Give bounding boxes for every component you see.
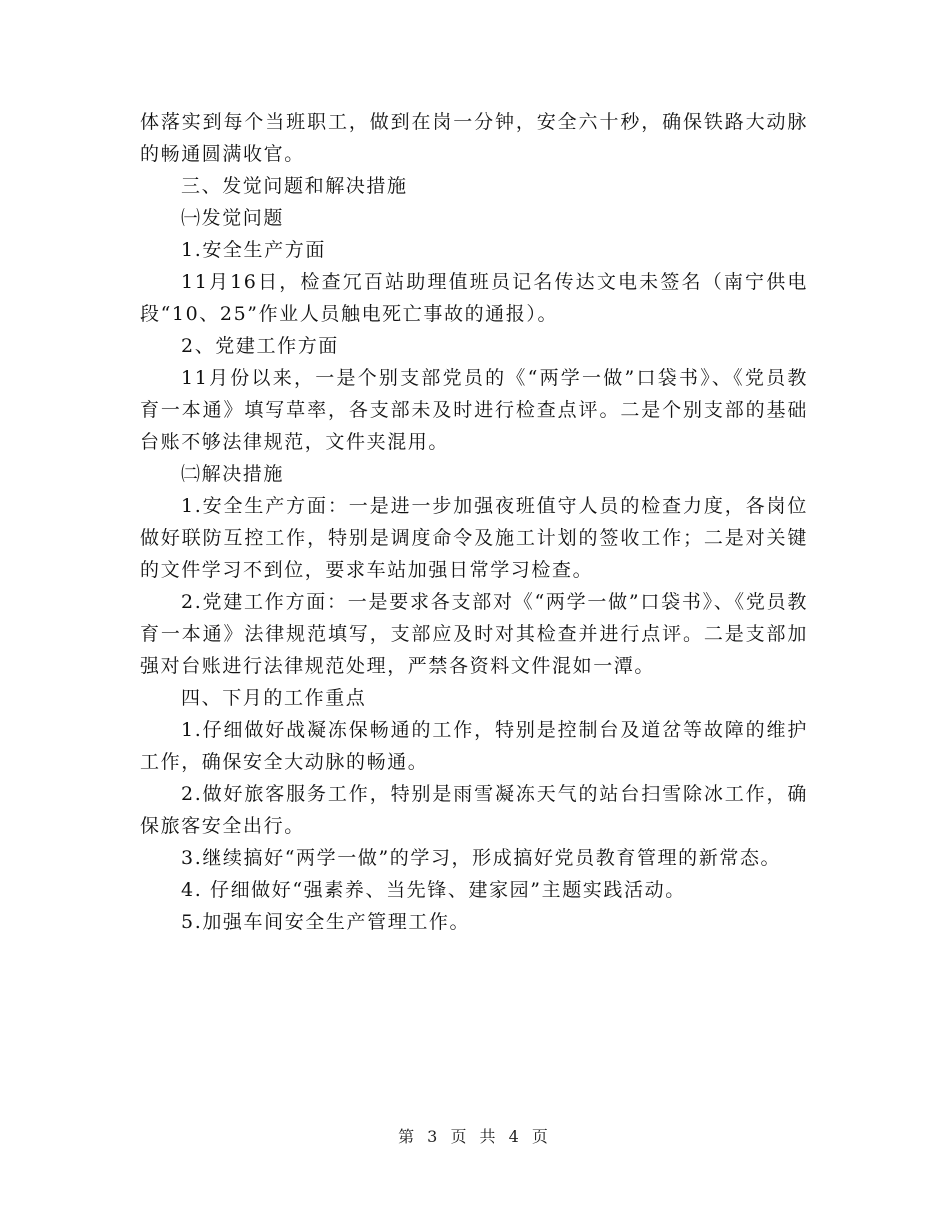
- focus-item-5: 5.加强车间安全生产管理工作。: [181, 911, 471, 933]
- focus-item-3: 3.继续搞好“两学一做”的学习，形成搞好党员教育管理的新常态。: [181, 847, 782, 869]
- paragraph-solution-party-building: 2.党建工作方面：一是要求各支部对《“两学一做”口袋书》、《党员教育一本通》法律规范填写，支部应及时对其检查并进行点评。二是支部加强对台账进行法律规范处理，严禁各资料文件混如一潭。: [140, 591, 808, 677]
- focus-item-4: 4. 仔细做好“强素养、当先锋、建家园”主题实践活动。: [181, 879, 686, 901]
- paragraph-continuation: 体落实到每个当班职工，做到在岗一分钟，安全六十秒，确保铁路大动脉的畅通圆满收官。: [140, 111, 808, 165]
- focus-item-2: 2.做好旅客服务工作，特别是雨雪凝冻天气的站台扫雪除冰工作，确保旅客安全出行。: [140, 783, 808, 837]
- section-heading-problems-and-measures: 三、发觉问题和解决措施: [181, 175, 408, 197]
- section-heading-next-month-focus: 四、下月的工作重点: [181, 687, 367, 709]
- paragraph-solution-safety: 1.安全生产方面：一是进一步加强夜班值守人员的检查力度，各岗位做好联防互控工作，特别是调度命令及施工计划的签收工作；二是对关键的文件学习不到位，要求车站加强日常学习检查。: [140, 495, 808, 581]
- page-number-footer: 第 3 页 共 4 页: [398, 1127, 552, 1146]
- item-heading-party-building: 2、党建工作方面: [181, 335, 339, 357]
- document-body: [140, 106, 808, 938]
- subheading-solutions: ㈡解决措施: [181, 463, 285, 485]
- subheading-problems-found: ㈠发觉问题: [181, 207, 285, 229]
- paragraph-party-building-issue: 11月份以来，一是个别支部党员的《“两学一做”口袋书》、《党员教育一本通》填写草率，各支部未及时进行检查点评。二是个别支部的基础台账不够法律规范，文件夹混用。: [140, 367, 808, 453]
- item-heading-safety-production: 1.安全生产方面: [181, 239, 326, 261]
- focus-item-1: 1.仔细做好战凝冻保畅通的工作，特别是控制台及道岔等故障的维护工作，确保安全大动脉的畅通。: [140, 719, 808, 773]
- paragraph-safety-issue: 11月16日，检查冗百站助理值班员记名传达文电未签名（南宁供电段“10、25”作业人员触电死亡事故的通报）。: [140, 271, 808, 325]
